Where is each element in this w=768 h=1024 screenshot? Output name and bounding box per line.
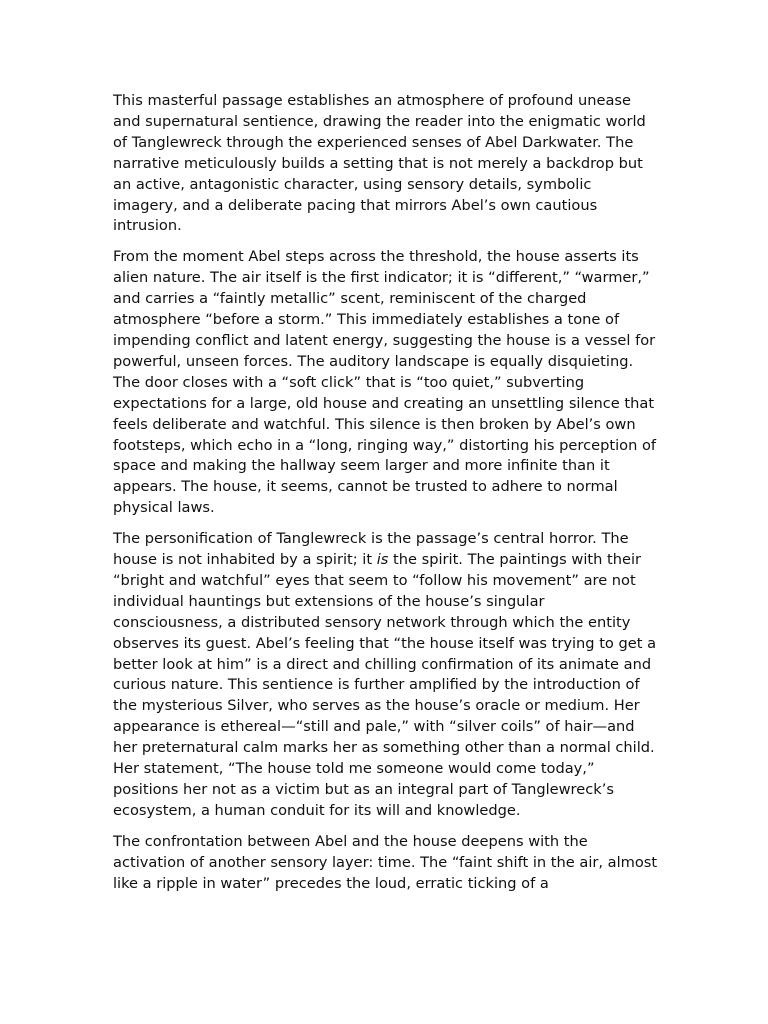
paragraph-text: the spirit. The paintings with their “bright and watchful” eyes that seem to “follow his movement” are not individual hauntings but extensions of the house’s singular consciousness, a distributed sensory network through which the entity observes its guest. Abel’s feeling that “the house itself was trying to get a better look at him” is a direct and chilling confirmation of its animate and curious nature. This sentience is further amplified by the introduction of the mysterious Silver, who serves as the house’s oracle or medium. Her appearance is ethereal—“still and pale,” with “silver coils” of hair—and her preternatural calm marks her as something other than a normal child. Her statement, “The house told me someone would come today,” positions her not as a victim but as an integral part of Tanglewreck’s ecosystem, a human conduit for its will and knowledge. (113, 551, 657, 819)
paragraph-intro (113, 91, 658, 237)
paragraph-text: The confrontation between Abel and the house deepens with the activation of another sensory layer: time. The “faint shift in the air, almost like a ripple in water” precedes the loud, erratic ticking of a (113, 832, 658, 892)
paragraph-personification (113, 529, 658, 822)
document-page (113, 91, 658, 905)
paragraph-text: This masterful passage establishes an atmosphere of profound unease and supernatural sentience, drawing the reader into the enigmatic world of Tanglewreck through the experienced senses of Abel Darkwater. The narrative meticulously builds a setting that is not merely a backdrop but an active, antagonistic character, using sensory details, symbolic imagery, and a deliberate pacing that mirrors Abel’s own cautious intrusion. (113, 92, 646, 235)
paragraph-confrontation (113, 832, 658, 895)
paragraph-text: The personification of Tanglewreck is the passage’s central horror. The house is not inhabited by a spirit; it (113, 530, 629, 569)
paragraph-threshold (113, 247, 658, 519)
emphasis-text: is (376, 551, 389, 569)
paragraph-text: From the moment Abel steps across the threshold, the house asserts its alien nature. The air itself is the first indicator; it is “different,” “warmer,” and carries a “faintly metallic” scent, reminiscent of the charged atmosphere “before a storm.” This immediately establishes a tone of impending conflict and latent energy, suggesting the house is a vessel for powerful, unseen forces. The auditory landscape is equally disquieting. The door closes with a “soft click” that is “too quiet,” subverting expectations for a large, old house and creating an unsettling silence that feels deliberate and watchful. This silence is then broken by Abel’s own footsteps, which echo in a “long, ringing way,” distorting his perception of space and making the hallway seem larger and more infinite than it appears. The house, it seems, cannot be trusted to adhere to normal physical laws. (113, 248, 657, 517)
